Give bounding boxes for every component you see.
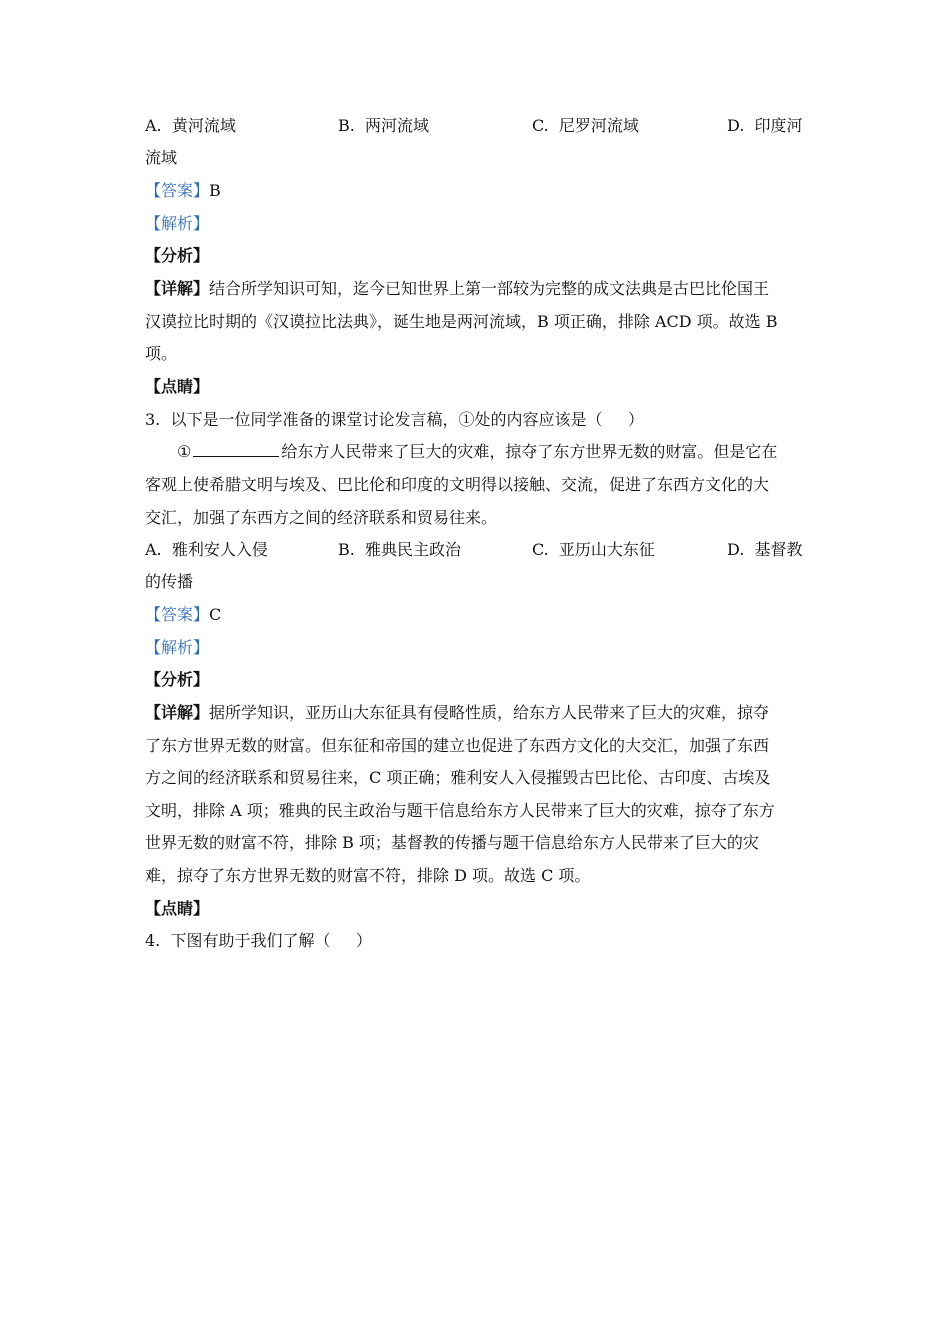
q3-detail-line-2: 了东方世界无数的财富。但东征和帝国的建立也促进了东西方文化的大交汇，加强了东西 [145,736,770,755]
q4-stem: 4. 下图有助于我们了解（ ） [145,931,372,950]
q3-stem: 3. 以下是一位同学准备的课堂讨论发言稿，①处的内容应该是（ ） [145,410,644,429]
q2-option-b: B. 两河流域 [338,116,430,135]
q3-detail-label: 【详解】 [145,703,210,722]
q3-passage-line-3: 交汇，加强了东西方之间的经济联系和贸易往来。 [145,508,498,527]
q3-passage-mark: ① [177,442,192,461]
q2-option-wrap: 流域 [145,148,178,167]
q2-jiexi-label: 【解析】 [145,214,210,233]
q3-detail-line-1 [145,702,769,724]
q3-answer-line [145,604,221,626]
q2-detail-text-1: 结合所学知识可知，迄今已知世界上第一部较为完整的成文法典是古巴比伦国王 [209,279,770,298]
q3-detail-line-5: 世界无数的财富不符，排除 B 项；基督教的传播与题干信息给东方人民带来了巨大的灾 [145,833,759,852]
q2-option-d: D. 印度河 [727,116,803,135]
q3-detail-text-1: 据所学知识，亚历山大东征具有侵略性质，给东方人民带来了巨大的灾难，掠夺 [209,703,770,722]
q3-answer-label: 【答案】 [145,605,210,624]
q3-dianjing-label: 【点睛】 [145,899,210,918]
q3-blank [193,442,279,457]
q3-option-wrap: 的传播 [145,572,194,591]
q2-option-c: C. 尼罗河流域 [532,116,639,135]
q3-option-b: B. 雅典民主政治 [338,540,462,559]
q2-option-a: A. 黄河流域 [145,116,236,135]
q2-fenxi-label: 【分析】 [145,246,210,265]
q2-detail-label: 【详解】 [145,279,210,298]
q3-jiexi-label: 【解析】 [145,638,210,657]
q3-fenxi-label: 【分析】 [145,670,210,689]
q2-dianjing-label: 【点睛】 [145,377,210,396]
q3-passage-text-1: 给东方人民带来了巨大的灾难，掠夺了东方世界无数的财富。但是它在 [281,442,778,461]
q2-answer-line [145,180,221,202]
q3-detail-line-6: 难，掠夺了东方世界无数的财富不符，排除 D 项。故选 C 项。 [145,866,591,885]
q2-detail-line-2: 汉谟拉比时期的《汉谟拉比法典》，诞生地是两河流域，B 项正确，排除 ACD 项。故选 B [145,312,778,331]
q3-answer-value: C [209,605,222,624]
q3-passage-line-1 [177,441,777,463]
q3-passage-line-2: 客观上使希腊文明与埃及、巴比伦和印度的文明得以接触、交流，促进了东西方文化的大 [145,475,770,494]
q3-option-a: A. 雅利安人入侵 [145,540,268,559]
q2-answer-label: 【答案】 [145,181,210,200]
q2-answer-value: B [209,181,221,200]
q3-detail-line-3: 方之间的经济联系和贸易往来，C 项正确；雅利安人入侵摧毁古巴比伦、古印度、古埃及 [145,768,771,787]
q2-detail-line-3: 项。 [145,344,178,363]
q3-option-d: D. 基督教 [727,540,803,559]
q3-detail-line-4: 文明，排除 A 项；雅典的民主政治与题干信息给东方人民带来了巨大的灾难，掠夺了东方 [145,801,775,820]
q2-detail-line-1 [145,278,769,300]
q3-option-c: C. 亚历山大东征 [532,540,655,559]
